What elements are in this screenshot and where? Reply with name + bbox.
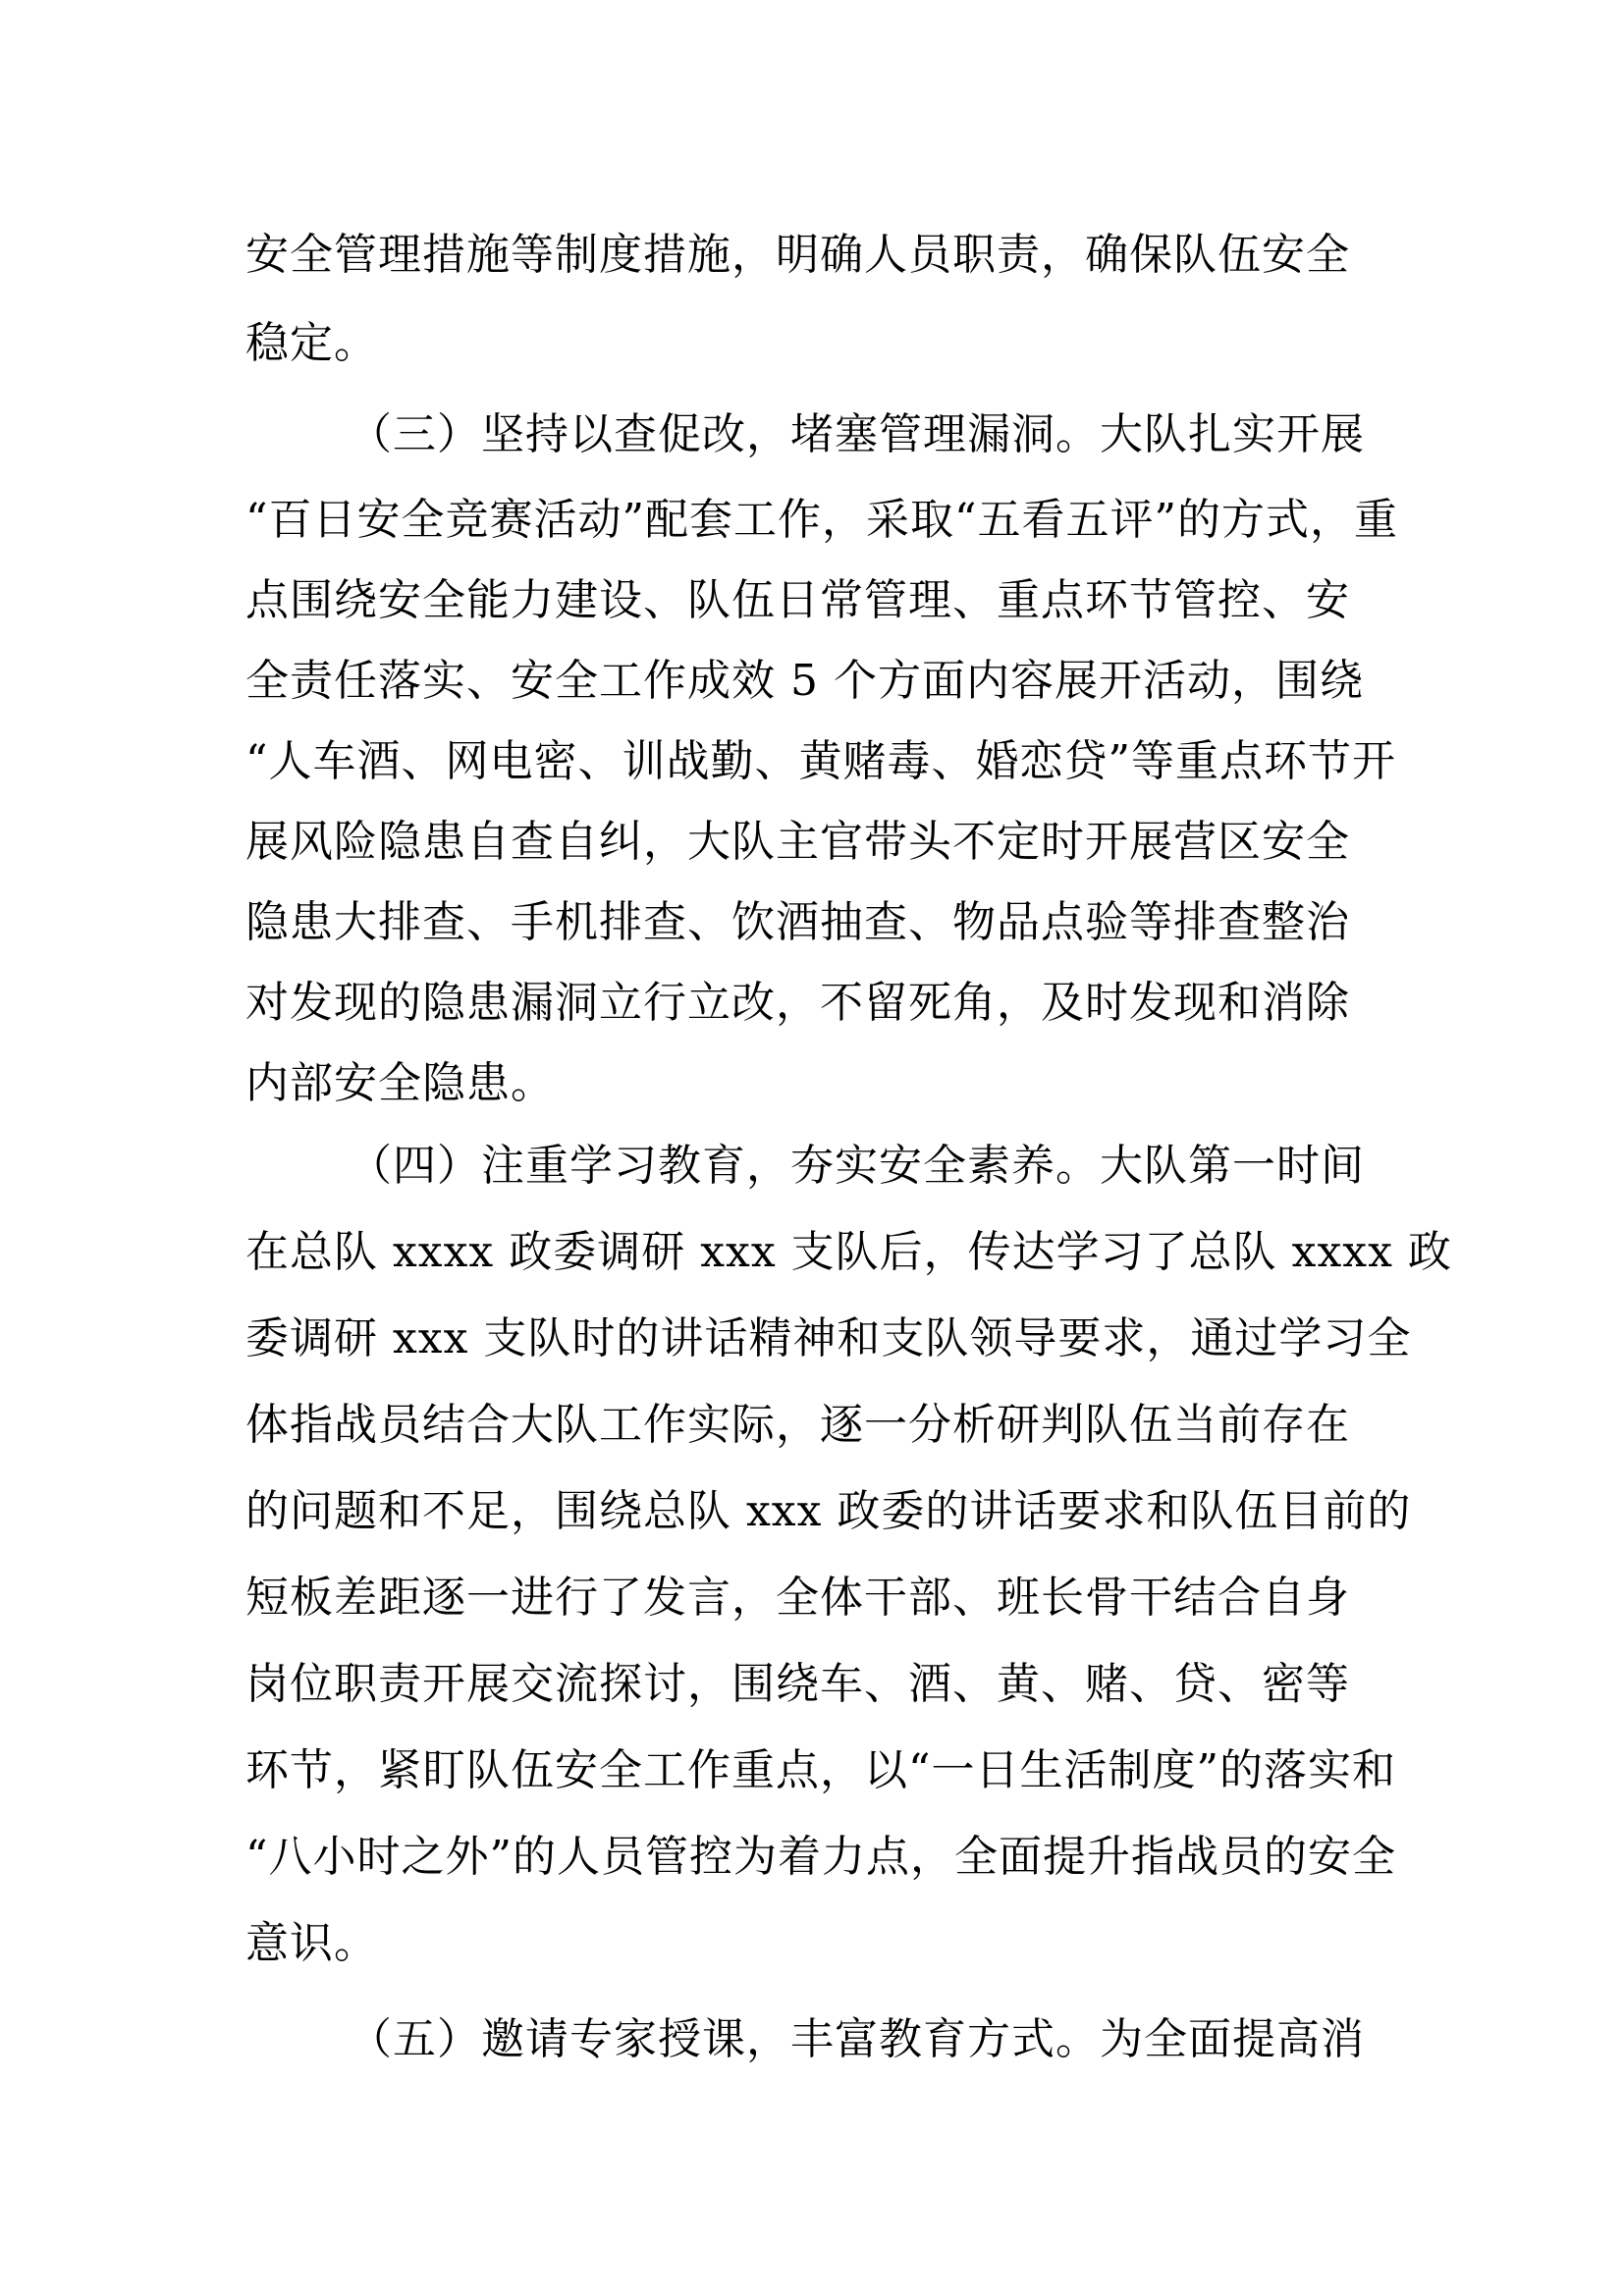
section-heading-3: （三）坚持以查促改，堵塞管理漏洞。大队扎实开展 — [349, 409, 1365, 459]
text-line: 安全管理措施等制度措施，明确人员职责，确保队伍安全 — [245, 230, 1350, 280]
text-line: 在总队 xxxx 政委调研 xxx 支队后，传达学习了总队 xxxx 政 — [245, 1227, 1452, 1277]
section-heading-5: （五）邀请专家授课，丰富教育方式。为全面提高消 — [349, 2014, 1365, 2064]
text-line: 意识。 — [245, 1918, 378, 1968]
text-line: “百日安全竞赛活动”配套工作，采取“五看五评”的方式，重 — [245, 495, 1398, 545]
section-heading-4: （四）注重学习教育，夯实安全素养。大队第一时间 — [349, 1141, 1365, 1191]
text-line: 委调研 xxx 支队时的讲话精神和支队领导要求，通过学习全 — [245, 1313, 1412, 1363]
text-line: 的问题和不足，围绕总队 xxx 政委的讲话要求和队伍目前的 — [245, 1486, 1412, 1536]
text-line: 体指战员结合大队工作实际，逐一分析研判队伍当前存在 — [245, 1400, 1350, 1450]
text-line: “八小时之外”的人员管控为着力点，全面提升指战员的安全 — [245, 1832, 1396, 1882]
text-line: 展风险隐患自查自纠，大队主官带头不定时开展营区安全 — [245, 817, 1350, 867]
text-line: 对发现的隐患漏洞立行立改，不留死角，及时发现和消除 — [245, 978, 1350, 1028]
text-line: “人车酒、网电密、训战勤、黄赌毒、婚恋贷”等重点环节开 — [245, 736, 1396, 786]
text-line: 全责任落实、安全工作成效 5 个方面内容展开活动，围绕 — [245, 656, 1364, 706]
text-line: 环节，紧盯队伍安全工作重点，以“一日生活制度”的落实和 — [245, 1745, 1396, 1795]
text-line: 点围绕安全能力建设、队伍日常管理、重点环节管控、安 — [245, 575, 1350, 625]
text-line: 岗位职责开展交流探讨，围绕车、酒、黄、赌、贷、密等 — [245, 1659, 1350, 1709]
text-line: 内部安全隐患。 — [245, 1058, 555, 1108]
text-line: 稳定。 — [245, 318, 378, 368]
text-line: 短板差距逐一进行了发言，全体干部、班长骨干结合自身 — [245, 1573, 1350, 1623]
text-line: 隐患大排查、手机排查、饮酒抽查、物品点验等排查整治 — [245, 897, 1350, 947]
